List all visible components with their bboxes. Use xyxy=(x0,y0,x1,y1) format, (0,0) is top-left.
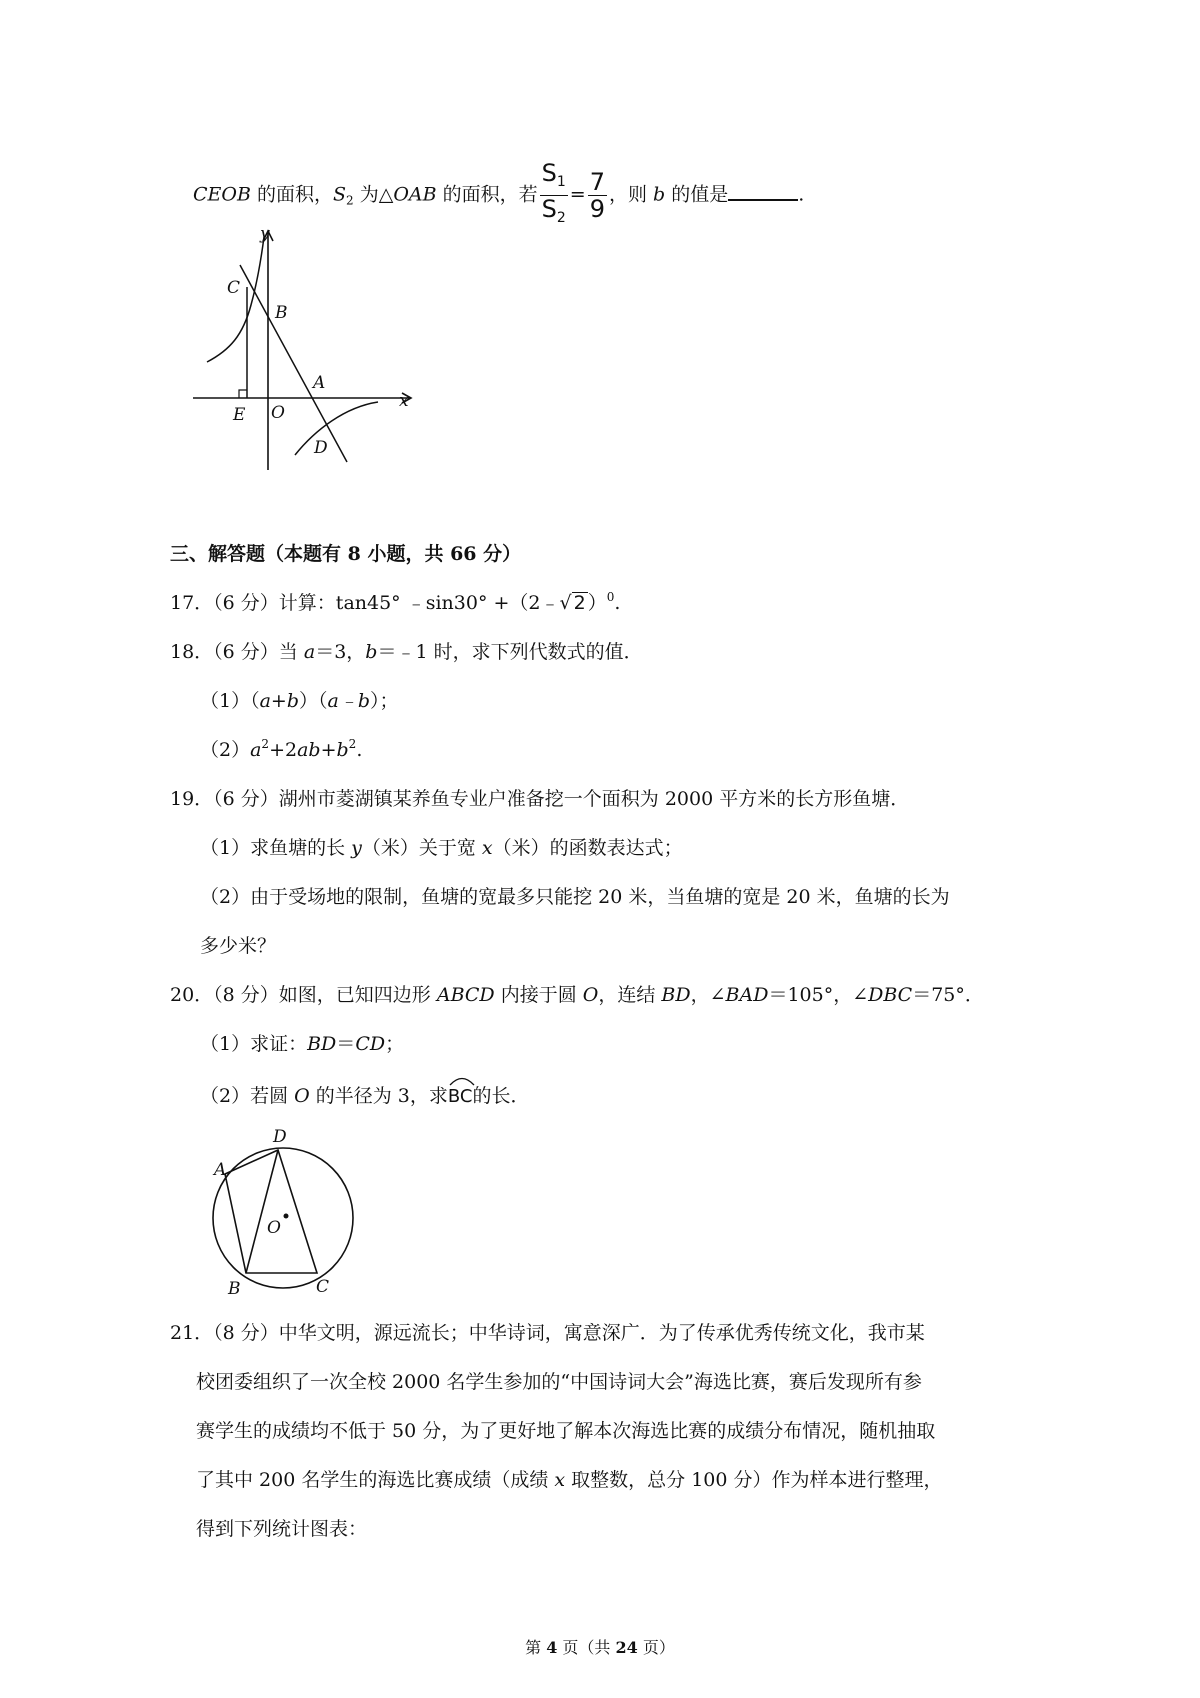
q16-text: ，则 xyxy=(609,183,654,206)
q18-p1-text: ）（ xyxy=(299,690,328,712)
q18-text: 18．（6 分）当 xyxy=(170,641,304,663)
q19-p1-x: x xyxy=(481,837,493,859)
q20-text: ，∠ xyxy=(690,984,726,1006)
q20-text: ＝75°． xyxy=(912,984,984,1006)
q16-end: . xyxy=(798,183,805,206)
footer-total-pages: 24 xyxy=(615,1638,638,1657)
q18-p2-text: +2 xyxy=(269,739,298,761)
graph-svg xyxy=(185,225,425,475)
q18-p1-expr: a+b xyxy=(259,690,300,712)
q18-a: a xyxy=(303,641,316,663)
q16-value-fraction xyxy=(588,169,607,222)
q18-p2-a: a xyxy=(250,739,262,761)
hyperbola-lower-branch xyxy=(295,402,378,455)
q16-frac-den: S xyxy=(541,195,557,223)
q18-p2-text: + xyxy=(320,739,337,761)
q20-dbc: DBC xyxy=(868,984,913,1006)
q20-p2-text: （2）若圆 xyxy=(200,1085,295,1107)
q20-text: 内接于圆 xyxy=(494,984,583,1006)
question-19: 19．（6 分）湖州市菱湖镇某养鱼专业户准备挖一个面积为 2000 平方米的长方形鱼塘． xyxy=(170,788,910,810)
q18-p1-text: ）； xyxy=(370,690,399,712)
label-b: B xyxy=(228,1279,241,1299)
q20-p2-text: 的长． xyxy=(472,1085,530,1107)
q18-b: b xyxy=(365,641,378,663)
q16-text: OAB xyxy=(393,183,437,206)
question-20 xyxy=(170,982,984,1008)
q18-p2-ab: ab xyxy=(297,739,321,761)
q19-part-2-cont: 多少米？ xyxy=(200,935,277,957)
q18-p2-sup: 2 xyxy=(348,737,357,751)
q16-ratio-fraction xyxy=(540,160,568,231)
q18-p1-expr2: a﹣b xyxy=(327,690,371,712)
q18-text: ＝3， xyxy=(315,641,366,663)
footer-text: 第 xyxy=(525,1638,547,1657)
q19-p1-text: （米）的函数表达式； xyxy=(492,837,683,859)
q19-p1-text: （1）求鱼塘的长 xyxy=(200,837,352,859)
q16-s2: S xyxy=(333,183,347,206)
label-o: O xyxy=(271,403,285,423)
label-x: x xyxy=(399,391,409,411)
q17-text: 17．（6 分）计算：tan45° ﹣sin30° +（2﹣ xyxy=(170,592,560,614)
q19-p1-y: y xyxy=(351,837,362,859)
label-d: D xyxy=(273,1127,287,1147)
sqrt-symbol: √ xyxy=(559,592,572,614)
diagonal-bd xyxy=(246,1150,278,1273)
label-y: y xyxy=(260,225,270,244)
q20-p2-text: 的半径为 3，求 xyxy=(309,1085,448,1107)
q20-bad: BAD xyxy=(725,984,769,1006)
q21-text: 了其中 200 名学生的海选比赛成绩（成绩 xyxy=(196,1469,555,1491)
q19-part-2: （2）由于受场地的限制，鱼塘的宽最多只能挖 20 米，当鱼塘的宽是 20 米，鱼塘的长为 xyxy=(200,886,950,908)
q16-frac-num: S xyxy=(541,159,557,187)
q21-line-2: 校团委组织了一次全校 2000 名学生参加的“中国诗词大会”海选比赛，赛后发现所有参 xyxy=(196,1371,922,1393)
q20-bd: BD xyxy=(661,984,691,1006)
footer-text: 页（共 xyxy=(557,1638,616,1657)
q21-line-3: 赛学生的成绩均不低于 50 分，为了更好地了解本次海选比赛的成绩分布情况，随机抽取 xyxy=(196,1420,936,1442)
label-b: B xyxy=(275,303,288,323)
q20-p1-text: ＝ xyxy=(336,1033,356,1055)
q16-text: 的面积，若 xyxy=(436,183,538,206)
q20-o: O xyxy=(582,984,599,1006)
q18-p2-sup: 2 xyxy=(261,737,270,751)
q16-text: 的值是 xyxy=(665,183,729,206)
q18-p1-text: （1）（ xyxy=(200,690,260,712)
q17-exponent: 0 xyxy=(606,590,615,604)
q18-text: ＝﹣1 时，求下列代数式的值． xyxy=(377,641,643,663)
q18-part-2 xyxy=(200,737,362,763)
q16-text: 为△ xyxy=(353,183,394,206)
q16-text: 的面积， xyxy=(250,183,333,206)
answer-blank xyxy=(728,181,798,201)
q16-s2-sub: 2 xyxy=(346,193,354,208)
q16-value-num: 7 xyxy=(589,168,605,196)
quadrilateral-abcd xyxy=(225,1150,317,1273)
q20-p1-bd: BD xyxy=(307,1033,337,1055)
arc-symbol xyxy=(448,1074,476,1086)
footer-page-number: 4 xyxy=(546,1638,558,1657)
q21-line-5: 得到下列统计图表： xyxy=(196,1518,368,1540)
footer-text: 页） xyxy=(637,1638,675,1657)
hyperbola-upper-branch xyxy=(207,237,264,362)
q20-abcd: ABCD xyxy=(436,984,495,1006)
q20-p1-cd: CD xyxy=(355,1033,386,1055)
q16-tail-line xyxy=(193,160,804,231)
figure-coordinate-graph xyxy=(185,225,425,479)
q20-p2-o: O xyxy=(294,1085,310,1107)
q20-p1-text: ； xyxy=(385,1033,405,1055)
line-cd xyxy=(240,265,347,462)
q16-frac-num-sub: 1 xyxy=(556,174,566,190)
q18-p2-text: （2） xyxy=(200,739,251,761)
question-18 xyxy=(170,639,643,665)
q19-p1-text: （米）关于宽 xyxy=(361,837,482,859)
question-17 xyxy=(170,590,620,616)
label-d: D xyxy=(314,438,328,458)
right-angle-mark xyxy=(239,390,247,398)
q21-x: x xyxy=(554,1469,566,1491)
q16-b: b xyxy=(653,183,666,206)
q17-end: . xyxy=(614,592,621,614)
center-dot xyxy=(284,1214,289,1219)
label-o: O xyxy=(267,1218,281,1238)
page-footer xyxy=(0,1635,1200,1658)
q16-equals: = xyxy=(569,183,586,206)
label-a: A xyxy=(313,373,326,393)
q20-p1-text: （1）求证： xyxy=(200,1033,308,1055)
label-c: C xyxy=(316,1277,330,1297)
label-a: A xyxy=(214,1160,227,1180)
arc-bc-label: BC xyxy=(447,1086,473,1107)
q18-p2-b: b xyxy=(336,739,349,761)
q18-p2-text: . xyxy=(356,739,363,761)
circle-svg xyxy=(200,1120,360,1300)
label-c: C xyxy=(227,278,241,298)
figure-inscribed-quadrilateral xyxy=(200,1120,360,1304)
q20-text: ＝105°，∠ xyxy=(768,984,869,1006)
label-e: E xyxy=(233,405,246,425)
q21-line-4 xyxy=(196,1467,943,1493)
arc-bc xyxy=(448,1084,473,1110)
q19-part-1 xyxy=(200,835,683,861)
q17-close: ） xyxy=(587,592,607,614)
q20-part-2 xyxy=(200,1083,530,1110)
q20-text: ，连结 xyxy=(598,984,662,1006)
question-21: 21．（8 分）中华文明，源远流长；中华诗词，寓意深广．为了传承优秀传统文化，我市某 xyxy=(170,1322,925,1344)
section-title: 三、解答题（本题有 8 小题，共 66 分） xyxy=(170,543,522,565)
q21-text: 取整数，总分 100 分）作为样本进行整理， xyxy=(565,1469,943,1491)
q18-part-1 xyxy=(200,688,399,714)
q20-text: 20．（8 分）如图，已知四边形 xyxy=(170,984,437,1006)
q20-part-1 xyxy=(200,1031,404,1057)
q16-text: CEOB xyxy=(193,183,251,206)
q16-value-den: 9 xyxy=(589,195,605,223)
q17-sqrt-value: 2 xyxy=(573,592,586,614)
q16-frac-den-sub: 2 xyxy=(556,210,566,226)
